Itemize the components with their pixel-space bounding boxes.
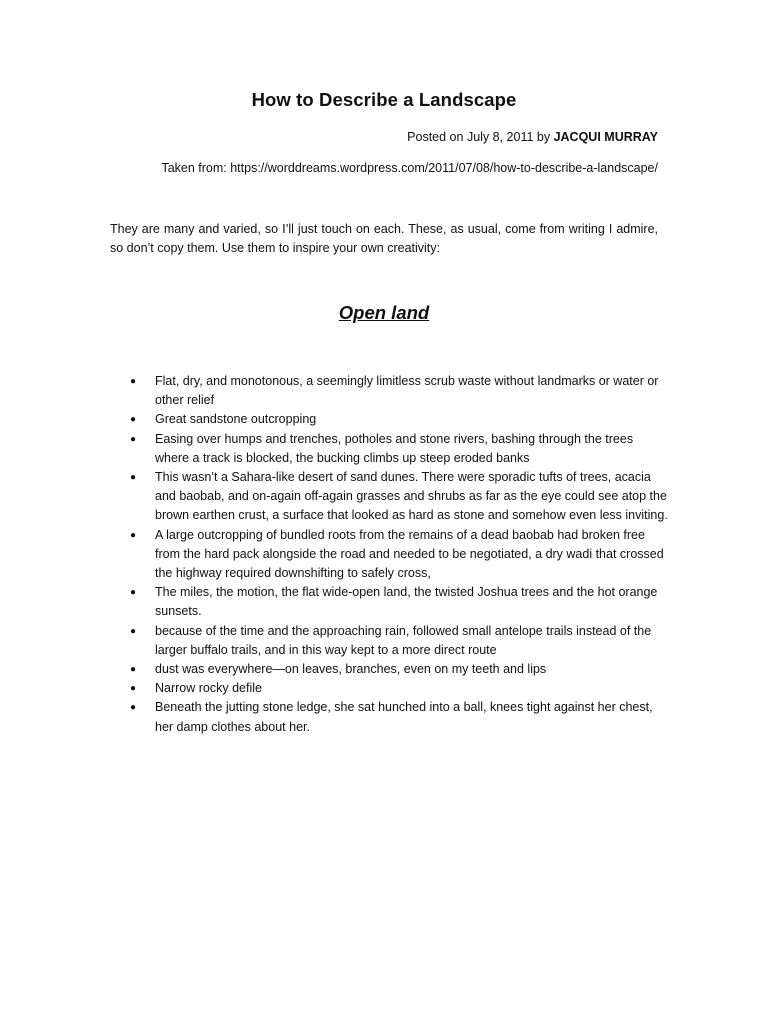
bullet-icon: ● bbox=[129, 587, 137, 599]
bullet-icon: ● bbox=[129, 414, 137, 426]
list-item bbox=[128, 622, 668, 660]
source-line: Taken from: https://worddreams.wordpress.com/2011/07/08/how-to-describe-a-landscape/ bbox=[161, 161, 658, 175]
list-item bbox=[128, 468, 668, 526]
list-item bbox=[128, 660, 668, 679]
posted-line bbox=[407, 130, 658, 144]
list-item-text: Narrow rocky defile bbox=[155, 681, 262, 696]
bullet-icon: ● bbox=[129, 529, 137, 541]
intro-paragraph: They are many and varied, so I’ll just touch on each. These, as usual, come from writing I admire, so don’t copy them. Use them to inspire your own creativity: bbox=[110, 222, 658, 255]
list-item bbox=[128, 430, 668, 468]
bullet-icon: ● bbox=[129, 472, 137, 484]
list-item-text: Easing over humps and trenches, potholes and stone rivers, bashing through the trees where a track is blocked, the bucking climbs up steep eroded banks bbox=[155, 431, 634, 465]
list-item-text: Great sandstone outcropping bbox=[155, 412, 317, 427]
list-item bbox=[128, 583, 668, 621]
page-title: How to Describe a Landscape bbox=[251, 89, 517, 110]
bullet-icon: ● bbox=[129, 625, 137, 637]
bullet-icon: ● bbox=[129, 433, 137, 445]
list-item bbox=[128, 679, 668, 698]
bullet-icon: ● bbox=[129, 702, 137, 714]
list-item-text: The miles, the motion, the flat wide-open land, the twisted Joshua trees and the hot orange sunsets. bbox=[155, 585, 658, 619]
list-item bbox=[128, 372, 668, 410]
posted-date: Posted on July 8, 2011 by bbox=[407, 130, 554, 144]
list-item bbox=[128, 526, 668, 584]
list-item-text: A large outcropping of bundled roots from the remains of a dead baobab had broken free from the hard pack alongside the road and needed to be negotiated, a dry wadi that crossed the highway required downshifting to safely cross, bbox=[155, 527, 664, 581]
author-name: JACQUI MURRAY bbox=[553, 130, 658, 144]
list-item-text: Beneath the jutting stone ledge, she sat hunched into a ball, knees tight against her chest, her damp clothes about her. bbox=[155, 700, 653, 734]
bullet-icon: ● bbox=[129, 376, 137, 387]
list-item bbox=[128, 410, 668, 429]
list-item bbox=[128, 698, 668, 736]
list-item-text: because of the time and the approaching rain, followed small antelope trails instead of the larger buffalo trails, and in this way kept to a more direct route bbox=[155, 623, 652, 657]
list-item-text: dust was everywhere—on leaves, branches, even on my teeth and lips bbox=[155, 662, 547, 677]
list-item-text: This wasn’t a Sahara-like desert of sand dunes. There were sporadic tufts of trees, acacia and baobab, and on-again off-again grasses and shrubs as far as the eye could see atop the brown earthen crust, a surface that looked as hard as stone and somehow even less inviting. bbox=[155, 470, 668, 523]
section-heading: Open land bbox=[338, 302, 430, 323]
bullet-icon: ● bbox=[129, 664, 137, 676]
bullet-icon: ● bbox=[129, 683, 137, 695]
bullet-list bbox=[128, 372, 668, 737]
list-item-text: Flat, dry, and monotonous, a seemingly limitless scrub waste without landmarks or water or other relief bbox=[155, 374, 659, 408]
